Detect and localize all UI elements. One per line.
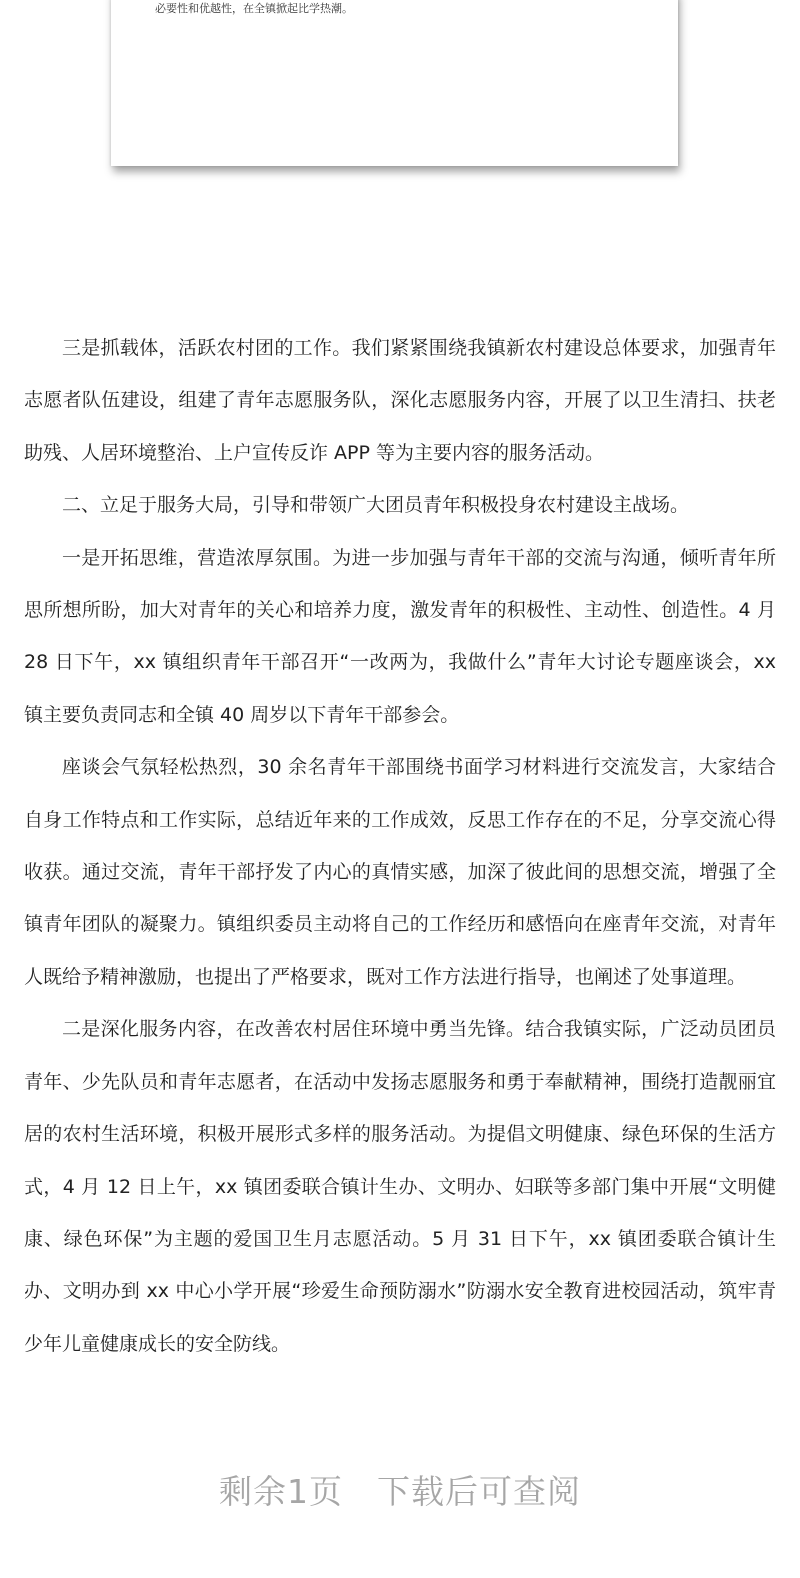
paragraph: 二是深化服务内容，在改善农村居住环境中勇当先锋。结合我镇实际，广泛动员团员青年、少先队员和青年志愿者，在活动中发扬志愿服务和勇于奉献精神，围绕打造靓丽宜居的农村生活环境，积极开展形式多样的服务活动。为提倡文明健康、绿色环保的生活方式，4 月 12 日上午，xx 镇团委联合镇计生办、文明办、妇联等多部门集中开展“文明健康、绿色环保”为主题的爱国卫生月志愿活动。5 月 31 日下午，xx 镇团委联合镇计生办、文明办到 xx 中心小学开展“珍爱生命预防溺水”防溺水安全教育进校园活动，筑牢青少年儿童健康成长的安全防线。 <box>24 1018 776 1355</box>
paragraph: 二、立足于服务大局，引导和带领广大团员青年积极投身农村建设主战场。 <box>62 494 690 517</box>
preview-text: 必要性和优越性，在全镇掀起比学热潮。 <box>155 2 353 15</box>
paragraph: 座谈会气氛轻松热烈，30 余名青年干部围绕书面学习材料进行交流发言，大家结合自身工作特点和工作实际，总结近年来的工作成效，反思工作存在的不足，分享交流心得收获。通过交流，青年干部抒发了内心的真情实感，加深了彼此间的思想交流，增强了全镇青年团队的凝聚力。镇组织委员主动将自己的工作经历和感悟向在座青年交流，对青年人既给予精神激励，也提出了严格要求，既对工作方法进行指导，也阐述了处事道理。 <box>24 756 776 988</box>
paragraph: 一是开拓思维，营造浓厚氛围。为进一步加强与青年干部的交流与沟通，倾听青年所思所想所盼，加大对青年的关心和培养力度，激发青年的积极性、主动性、创造性。4 月 28 日下午，xx 镇组织青年干部召开“一改两为，我做什么”青年大讨论专题座谈会，xx 镇主要负责同志和全镇 40 周岁以下青年干部参会。 <box>24 546 776 726</box>
download-to-view-label[interactable]: 下载后可查阅 <box>377 1472 581 1511</box>
article-body <box>24 322 776 1370</box>
document-page-preview <box>111 0 678 166</box>
download-prompt[interactable] <box>0 1466 800 1513</box>
paragraph: 三是抓载体，活跃农村团的工作。我们紧紧围绕我镇新农村建设总体要求，加强青年志愿者队伍建设，组建了青年志愿服务队，深化志愿服务内容，开展了以卫生清扫、扶老助残、人居环境整治、上户宣传反诈 APP 等为主要内容的服务活动。 <box>24 337 776 464</box>
remaining-pages-label: 剩余1页 <box>219 1472 343 1511</box>
